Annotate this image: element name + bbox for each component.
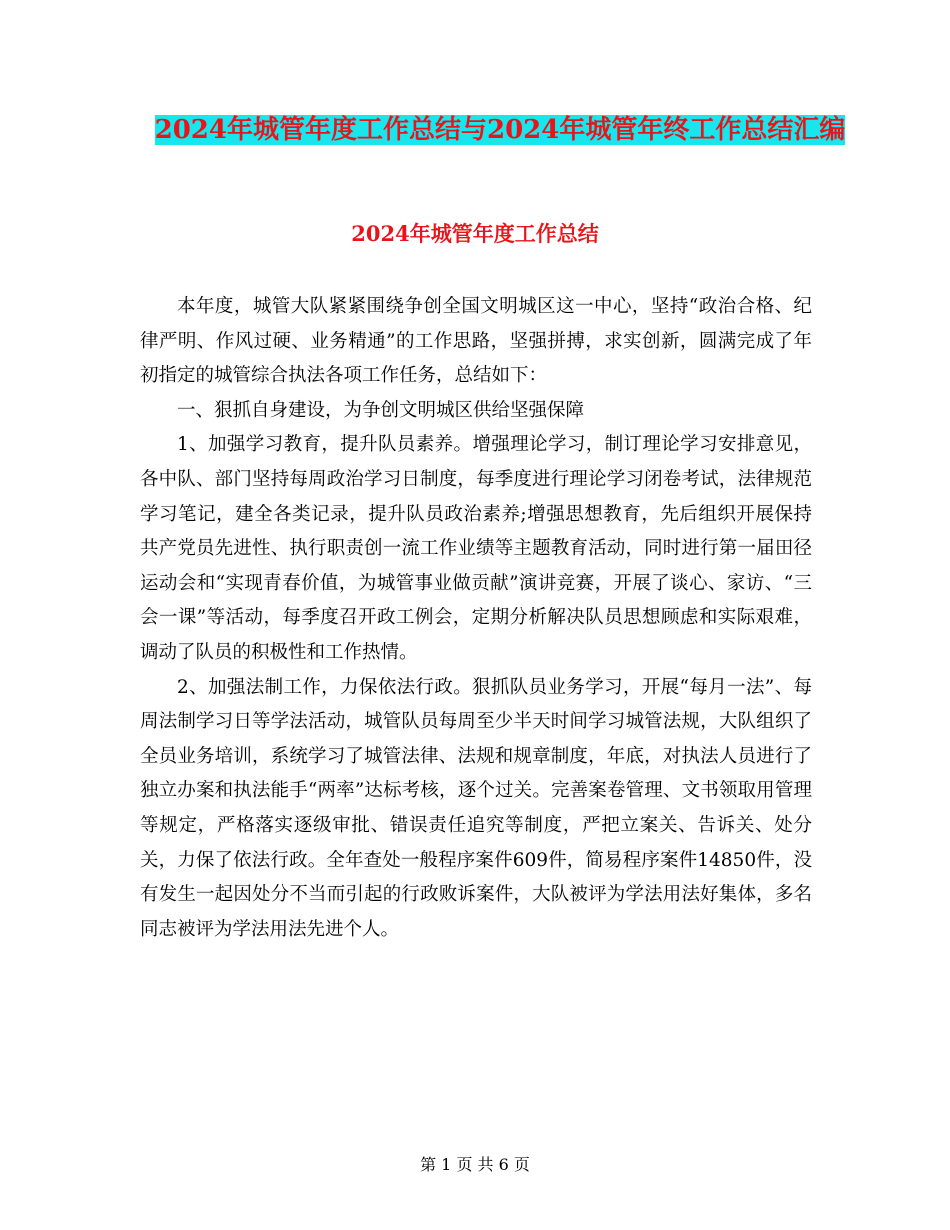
document-title-highlight: 2024年城管年度工作总结与2024年城管年终工作总结汇编 (154, 115, 846, 145)
document-body (140, 290, 812, 947)
paragraph-heading-1: 一、狠抓自身建设，为争创文明城区供给坚强保障 (177, 399, 585, 421)
paragraph-item-2: 2、加强法制工作，力保依法行政。狠抓队员业务学习，开展“每月一法”、每周法制学习日等学法活动，城管队员每周至少半天时间学习城管法规，大队组织了全员业务培训，系统学习了城管法律、法规和规章制度，年底，对执法人员进行了独立办案和执法能手“两率”达标考核，逐个过关。完善案卷管理、文书领取用管理等规定，严格落实逐级审批、错误责任追究等制度，严把立案关、告诉关、处分关，力保了依法行政。全年查处一般程序案件609件，简易程序案件14850件，没有发生一起因处分不当而引起的行政败诉案件，大队被评为学法用法好集体，多名同志被评为学法用法先进个人。 (140, 676, 812, 940)
section-title: 2024年城管年度工作总结 (351, 221, 599, 246)
paragraph-item-1: 1、加强学习教育，提升队员素养。增强理论学习，制订理论学习安排意见，各中队、部门坚持每周政治学习日制度，每季度进行理论学习闭卷考试，法律规范学习笔记，建全各类记录，提升队员政治素养;增强思想教育，先后组织开展保持共产党员先进性、执行职责创一流工作业绩等主题教育活动，同时进行第一届田径运动会和“实现青春价值，为城管事业做贡献”演讲竞赛，开展了谈心、家访、“三会一课”等活动，每季度召开政工例会，定期分析解决队员思想顾虑和实际艰难，调动了队员的积极性和工作热情。 (140, 434, 812, 663)
paragraph-intro: 本年度，城管大队紧紧围绕争创全国文明城区这一中心，坚持“政治合格、纪律严明、作风过硬、业务精通”的工作思路，坚强拼搏，求实创新，圆满完成了年初指定的城管综合执法各项工作任务，总结如下： (140, 296, 812, 387)
document-title (150, 108, 850, 152)
page-footer: 第 1 页 共 6 页 (420, 1155, 530, 1174)
